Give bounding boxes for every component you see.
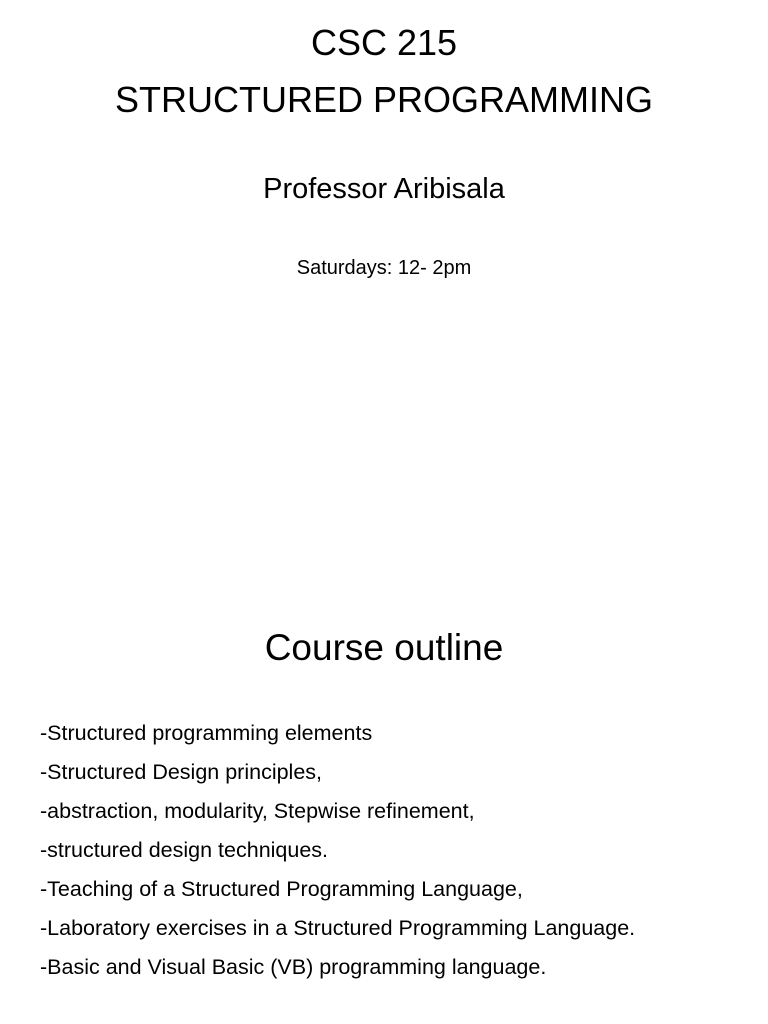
list-item: -abstraction, modularity, Stepwise refinement, — [40, 799, 475, 823]
list-item: -Teaching of a Structured Programming Language, — [40, 877, 523, 901]
list-item: -Structured Design principles, — [40, 760, 323, 784]
class-schedule: Saturdays: 12- 2pm — [296, 257, 472, 279]
instructor-name: Professor Aribisala — [263, 173, 505, 205]
outline-list — [40, 714, 760, 987]
list-item: -Structured programming elements — [40, 721, 373, 745]
outline-heading: Course outline — [264, 627, 504, 668]
list-item: -Laboratory exercises in a Structured Programming Language. — [40, 916, 636, 940]
list-item: -structured design techniques. — [40, 838, 329, 862]
course-code: CSC 215 — [310, 22, 458, 63]
outline-slide — [0, 512, 768, 1024]
course-title: STRUCTURED PROGRAMMING — [115, 79, 653, 120]
list-item: -Basic and Visual Basic (VB) programming language. — [40, 955, 547, 979]
